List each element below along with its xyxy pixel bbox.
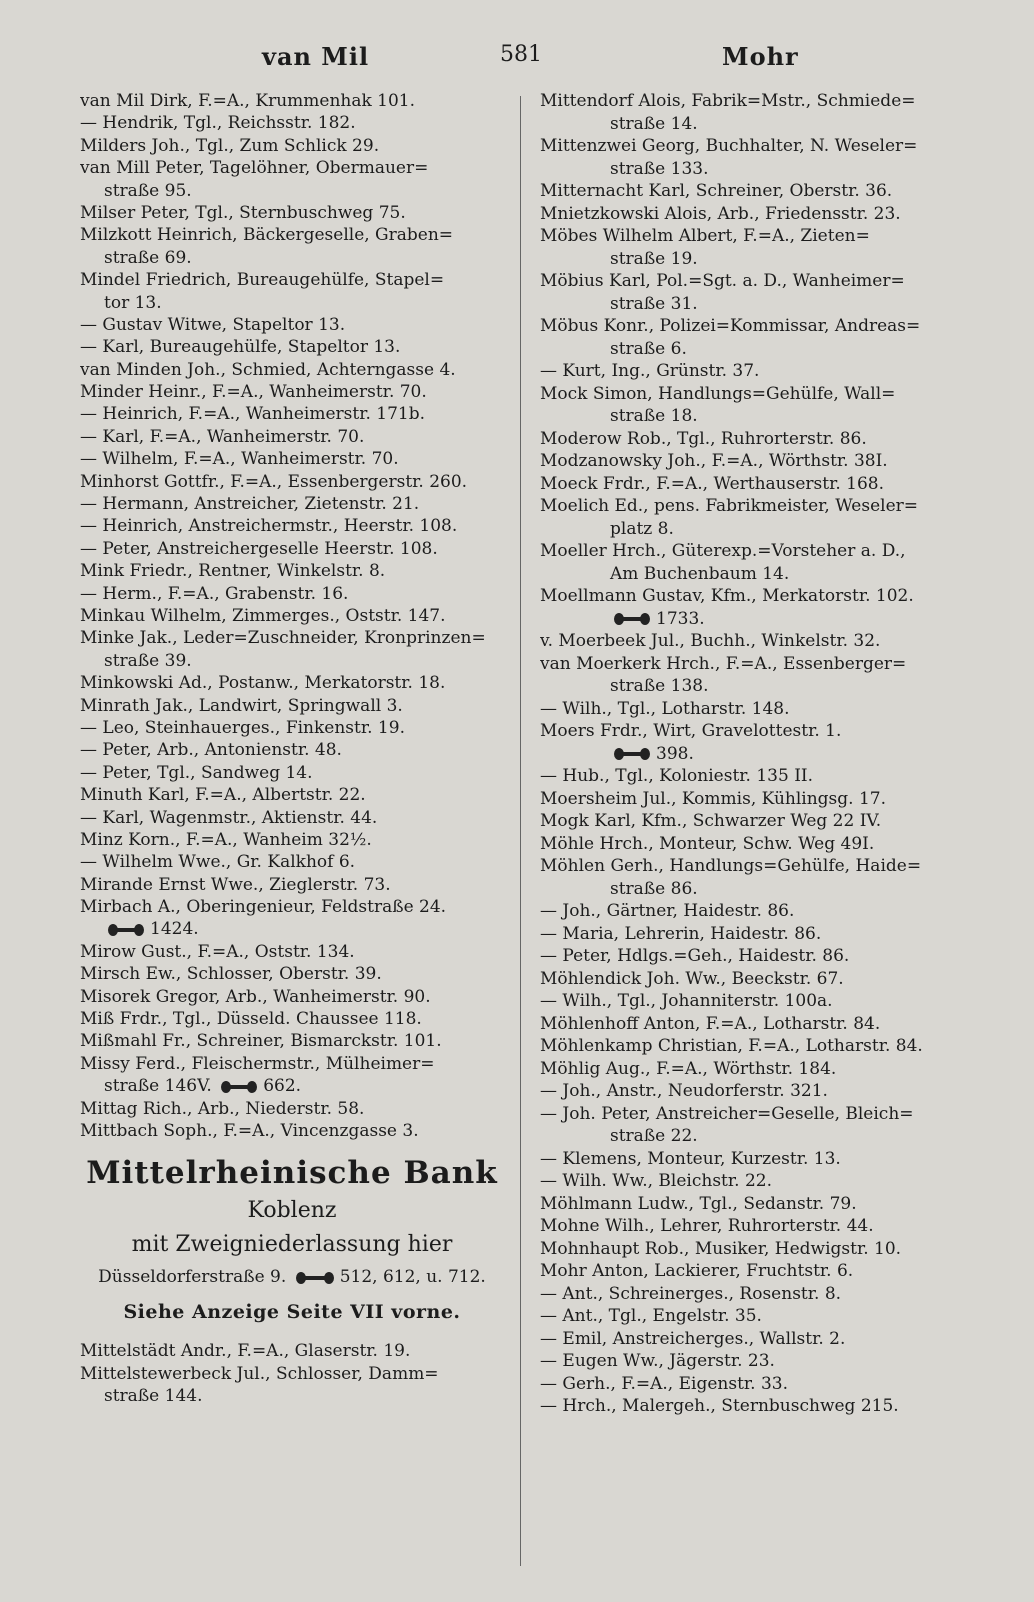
list-item: Moers Frdr., Wirt, Gravelottestr. 1. bbox=[540, 721, 842, 741]
list-item: Mittenzwei Georg, Buchhalter, N. Weseler= bbox=[540, 136, 918, 156]
list-item: Moeller Hrch., Güterexp.=Vorsteher a. D., bbox=[540, 541, 906, 561]
phone-line bbox=[540, 608, 972, 631]
list-item-continuation: straße 144. bbox=[104, 1386, 203, 1407]
ad-notice: Siehe Anzeige Seite VII vorne. bbox=[123, 1301, 461, 1324]
list-item: — Gerh., F.=A., Eigenstr. 33. bbox=[540, 1373, 789, 1394]
ad-address-line bbox=[80, 1262, 504, 1292]
list-item: — Karl, Wagenmstr., Aktienstr. 44. bbox=[80, 807, 378, 828]
list-item: — Hendrik, Tgl., Reichsstr. 182. bbox=[80, 113, 356, 134]
list-item: Möhlmann Ludw., Tgl., Sedanstr. 79. bbox=[540, 1193, 857, 1214]
list-item-continuation: straße 18. bbox=[610, 406, 698, 426]
list-item-continuation: straße 86. bbox=[610, 878, 698, 899]
phone-line bbox=[540, 743, 972, 766]
list-item: van Mill Peter, Tagelöhner, Obermauer= bbox=[80, 158, 429, 179]
list-item-continuation: straße 39. bbox=[104, 650, 192, 671]
list-item: — Ant., Schreinerges., Rosenstr. 8. bbox=[540, 1283, 842, 1304]
list-item: — Eugen Ww., Jägerstr. 23. bbox=[540, 1351, 775, 1371]
left-column bbox=[80, 90, 504, 1408]
list-item: — Wilh., Tgl., Johanniterstr. 100a. bbox=[540, 991, 833, 1011]
list-item: Mnietzkowski Alois, Arb., Friedensstr. 23. bbox=[540, 203, 901, 224]
list-item: Mohne Wilh., Lehrer, Ruhrorterstr. 44. bbox=[540, 1216, 874, 1236]
list-item: Modzanowsky Joh., F.=A., Wörthstr. 38I. bbox=[540, 451, 888, 471]
list-item: Moellmann Gustav, Kfm., Merkatorstr. 102. bbox=[540, 586, 914, 606]
bank-advertisement bbox=[80, 1152, 504, 1332]
phone-number: 662. bbox=[263, 1076, 302, 1097]
list-item-continuation bbox=[80, 1075, 504, 1097]
list-item: Mindel Friedrich, Bureaugehülfe, Stapel= bbox=[80, 270, 445, 291]
list-item: — Peter, Anstreichergeselle Heerstr. 108. bbox=[80, 538, 438, 559]
list-item: Minuth Karl, F.=A., Albertstr. 22. bbox=[80, 785, 366, 806]
list-item: Moderow Rob., Tgl., Ruhrorterstr. 86. bbox=[540, 428, 867, 449]
list-item: Mirande Ernst Wwe., Zieglerstr. 73. bbox=[80, 874, 391, 895]
list-item: Mittendorf Alois, Fabrik=Mstr., Schmiede= bbox=[540, 91, 916, 111]
list-item: Möhle Hrch., Monteur, Schw. Weg 49I. bbox=[540, 833, 875, 854]
list-item: Milders Joh., Tgl., Zum Schlick 29. bbox=[80, 135, 380, 156]
telephone-icon bbox=[106, 923, 148, 937]
list-item: Mirow Gust., F.=A., Oststr. 134. bbox=[80, 941, 355, 962]
list-item: Mirsch Ew., Schlosser, Oberstr. 39. bbox=[80, 964, 382, 985]
list-item: Miß Frdr., Tgl., Düsseld. Chaussee 118. bbox=[80, 1009, 422, 1030]
list-item: Mittelstewerbeck Jul., Schlosser, Damm= bbox=[80, 1363, 439, 1384]
list-item: — Klemens, Monteur, Kurzestr. 13. bbox=[540, 1148, 841, 1169]
list-item: Minhorst Gottfr., F.=A., Essenbergerstr. 260. bbox=[80, 471, 468, 492]
list-item: Mitternacht Karl, Schreiner, Oberstr. 36. bbox=[540, 181, 893, 201]
phone-number: 1733. bbox=[656, 608, 705, 629]
list-item: Möhlenhoff Anton, F.=A., Lotharstr. 84. bbox=[540, 1013, 881, 1034]
list-item: Mock Simon, Handlungs=Gehülfe, Wall= bbox=[540, 383, 896, 404]
list-item: — Ant., Tgl., Engelstr. 35. bbox=[540, 1306, 762, 1326]
list-item-continuation: straße 19. bbox=[610, 248, 698, 269]
list-item: Mogk Karl, Kfm., Schwarzer Weg 22 IV. bbox=[540, 811, 882, 831]
phone-number: 398. bbox=[656, 743, 694, 764]
list-item: — Joh. Peter, Anstreicher=Geselle, Bleich= bbox=[540, 1103, 914, 1124]
column-divider bbox=[520, 96, 521, 1566]
list-item: — Wilhelm Wwe., Gr. Kalkhof 6. bbox=[80, 852, 356, 873]
list-item: — Peter, Arb., Antonienstr. 48. bbox=[80, 740, 342, 761]
list-item: Möhlen Gerh., Handlungs=Gehülfe, Haide= bbox=[540, 856, 922, 876]
ad-address: Düsseldorferstraße 9. bbox=[98, 1267, 287, 1288]
header-left-guideword: van Mil bbox=[262, 42, 370, 71]
list-item: — Wilh., Tgl., Lotharstr. 148. bbox=[540, 698, 790, 719]
list-item: Minder Heinr., F.=A., Wanheimerstr. 70. bbox=[80, 382, 427, 403]
list-item: van Mil Dirk, F.=A., Krummenhak 101. bbox=[80, 91, 416, 111]
list-item: — Hrch., Malergeh., Sternbuschweg 215. bbox=[540, 1396, 899, 1416]
list-item: van Minden Joh., Schmied, Achterngasse 4. bbox=[80, 359, 456, 380]
right-column bbox=[540, 90, 972, 1418]
list-item: Möbes Wilhelm Albert, F.=A., Zieten= bbox=[540, 226, 870, 246]
list-item-continuation: Am Buchenbaum 14. bbox=[610, 563, 790, 584]
telephone-icon bbox=[612, 747, 654, 761]
list-item: Moeck Frdr., F.=A., Werthauserstr. 168. bbox=[540, 473, 885, 494]
list-item-continuation: straße 138. bbox=[610, 676, 709, 696]
list-item: — Kurt, Ing., Grünstr. 37. bbox=[540, 361, 760, 381]
list-item: — Hub., Tgl., Koloniestr. 135 II. bbox=[540, 766, 814, 786]
list-item: — Joh., Anstr., Neudorferstr. 321. bbox=[540, 1081, 828, 1101]
list-item: Moelich Ed., pens. Fabrikmeister, Weseler= bbox=[540, 496, 919, 516]
list-item: Mittbach Soph., F.=A., Vincenzgasse 3. bbox=[80, 1120, 419, 1141]
list-item: Möhlendick Joh. Ww., Beeckstr. 67. bbox=[540, 968, 844, 989]
list-item-continuation: straße 22. bbox=[610, 1126, 698, 1146]
list-item-continuation: straße 6. bbox=[610, 338, 687, 359]
phone-line bbox=[80, 918, 504, 940]
ad-phones: 512, 612, u. 712. bbox=[339, 1267, 486, 1288]
list-item: Milser Peter, Tgl., Sternbuschweg 75. bbox=[80, 202, 406, 223]
list-item: Milzkott Heinrich, Bäckergeselle, Graben= bbox=[80, 225, 454, 246]
list-item: van Moerkerk Hrch., F.=A., Essenberger= bbox=[540, 653, 907, 674]
list-item: Mißmahl Fr., Schreiner, Bismarckstr. 101. bbox=[80, 1031, 442, 1052]
list-item: Möbus Konr., Polizei=Kommissar, Andreas= bbox=[540, 316, 921, 336]
list-item: — Joh., Gärtner, Haidestr. 86. bbox=[540, 901, 795, 921]
list-item: — Wilhelm, F.=A., Wanheimerstr. 70. bbox=[80, 449, 399, 470]
list-item: Minke Jak., Leder=Zuschneider, Kronprinzen= bbox=[80, 628, 486, 649]
list-item: Mittelstädt Andr., F.=A., Glaserstr. 19. bbox=[80, 1341, 411, 1362]
list-item-continuation: platz 8. bbox=[610, 518, 674, 539]
address-continuation: straße 146V. bbox=[104, 1076, 212, 1097]
list-item: Minkau Wilhelm, Zimmerges., Oststr. 147. bbox=[80, 605, 446, 626]
ad-title: Mittelrheinische Bank bbox=[86, 1155, 498, 1192]
list-item: Minz Korn., F.=A., Wanheim 32½. bbox=[80, 829, 372, 850]
list-item: Möbius Karl, Pol.=Sgt. a. D., Wanheimer= bbox=[540, 271, 905, 291]
page-number: 581 bbox=[500, 42, 542, 67]
header-right-guideword: Mohr bbox=[722, 42, 799, 71]
list-item: Mittag Rich., Arb., Niederstr. 58. bbox=[80, 1098, 365, 1119]
list-item: Moersheim Jul., Kommis, Kühlingsg. 17. bbox=[540, 788, 887, 809]
list-item-continuation: straße 31. bbox=[610, 293, 698, 314]
list-item-continuation: tor 13. bbox=[104, 292, 162, 313]
list-item: — Heinrich, F.=A., Wanheimerstr. 171b. bbox=[80, 404, 425, 425]
list-item: — Karl, Bureaugehülfe, Stapeltor 13. bbox=[80, 337, 401, 358]
list-item: Misorek Gregor, Arb., Wanheimerstr. 90. bbox=[80, 986, 431, 1007]
list-item-continuation: straße 133. bbox=[610, 158, 709, 179]
list-item: Minrath Jak., Landwirt, Springwall 3. bbox=[80, 695, 403, 716]
list-item: — Maria, Lehrerin, Haidestr. 86. bbox=[540, 923, 822, 944]
list-item: — Heinrich, Anstreichermstr., Heerstr. 108. bbox=[80, 516, 458, 537]
list-item-continuation: straße 95. bbox=[104, 180, 192, 201]
list-item: — Wilh. Ww., Bleichstr. 22. bbox=[540, 1171, 772, 1191]
telephone-icon bbox=[219, 1080, 261, 1094]
page-header bbox=[0, 42, 1034, 82]
list-item-continuation: straße 69. bbox=[104, 247, 192, 268]
list-item: Mohr Anton, Lackierer, Fruchtstr. 6. bbox=[540, 1261, 854, 1281]
list-item: — Karl, F.=A., Wanheimerstr. 70. bbox=[80, 426, 365, 447]
list-item: — Peter, Tgl., Sandweg 14. bbox=[80, 762, 313, 783]
list-item: Mink Friedr., Rentner, Winkelstr. 8. bbox=[80, 561, 386, 582]
list-item: Mirbach A., Oberingenieur, Feldstraße 24. bbox=[80, 897, 447, 918]
list-item-continuation: straße 14. bbox=[610, 113, 698, 134]
telephone-icon bbox=[612, 612, 654, 626]
list-item: — Gustav Witwe, Stapeltor 13. bbox=[80, 314, 346, 335]
list-item: — Emil, Anstreicherges., Wallstr. 2. bbox=[540, 1328, 846, 1349]
list-item: Missy Ferd., Fleischermstr., Mülheimer= bbox=[80, 1053, 435, 1074]
list-item: — Herm., F.=A., Grabenstr. 16. bbox=[80, 583, 349, 604]
list-item: Möhlenkamp Christian, F.=A., Lotharstr. 84. bbox=[540, 1036, 923, 1056]
telephone-icon bbox=[294, 1271, 338, 1285]
list-item: Minkowski Ad., Postanw., Merkatorstr. 18. bbox=[80, 673, 446, 694]
list-item: — Peter, Hdlgs.=Geh., Haidestr. 86. bbox=[540, 946, 850, 966]
list-item: v. Moerbeek Jul., Buchh., Winkelstr. 32. bbox=[540, 631, 881, 651]
list-item: — Leo, Steinhauerges., Finkenstr. 19. bbox=[80, 717, 405, 738]
list-item: — Hermann, Anstreicher, Zietenstr. 21. bbox=[80, 494, 420, 515]
ad-branch: mit Zweigniederlassung hier bbox=[131, 1232, 453, 1258]
phone-number: 1424. bbox=[150, 919, 199, 940]
ad-city: Koblenz bbox=[247, 1198, 337, 1224]
list-item: Möhlig Aug., F.=A., Wörthstr. 184. bbox=[540, 1058, 837, 1079]
list-item: Mohnhaupt Rob., Musiker, Hedwigstr. 10. bbox=[540, 1238, 902, 1259]
